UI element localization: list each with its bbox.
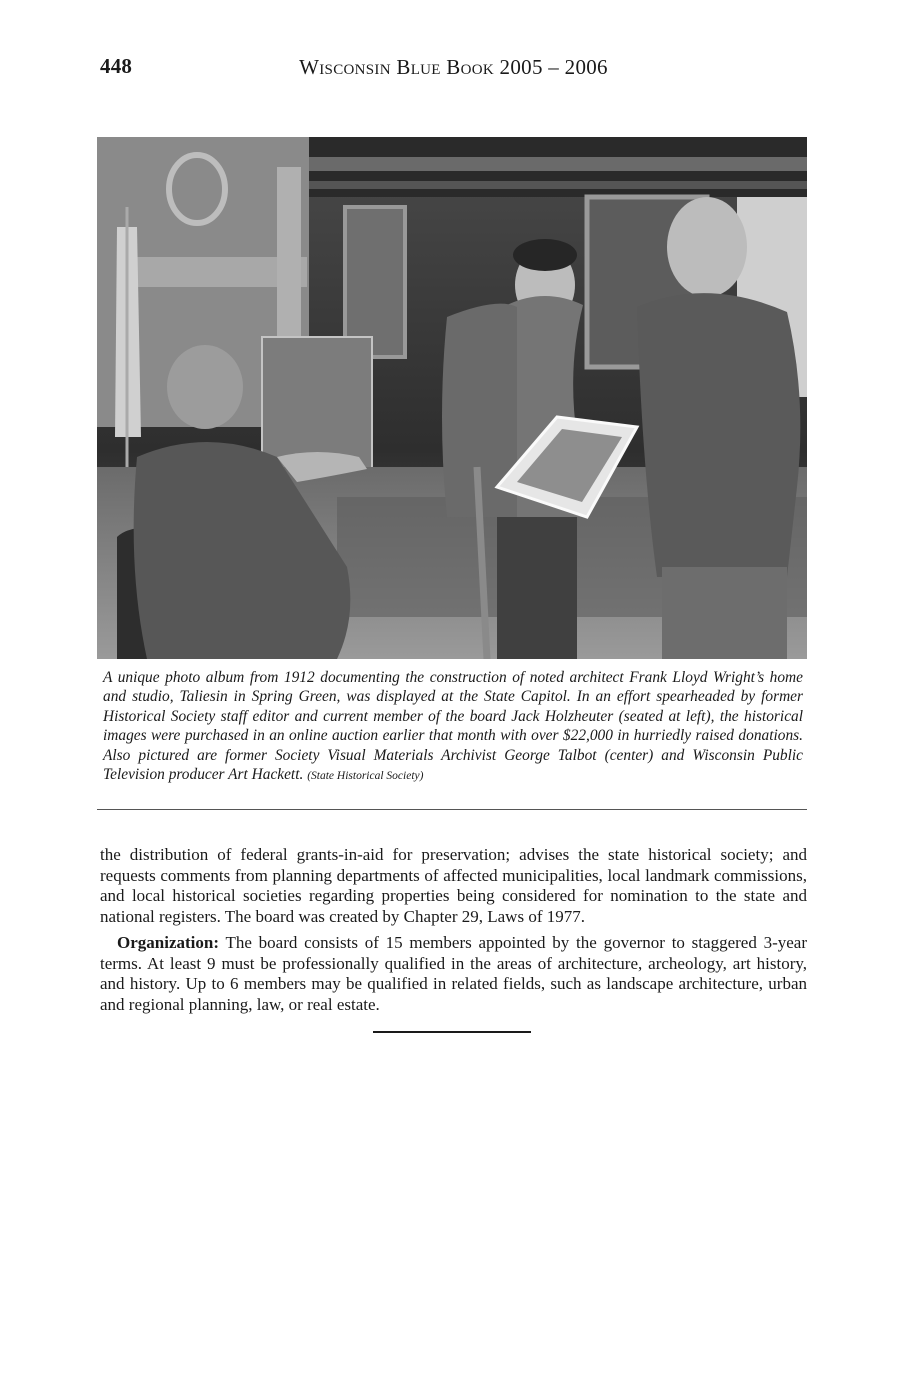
paragraph-organization — [100, 933, 807, 1015]
running-head: Wisconsin Blue Book 2005 – 2006 — [299, 55, 608, 79]
photograph — [97, 137, 807, 659]
run-in-heading: Organization: — [117, 933, 219, 952]
caption-divider — [97, 809, 807, 810]
body-text — [100, 845, 807, 1021]
paragraph-continuation: the distribution of federal grants-in-aid for preservation; advises the state historical society; and requests comments from planning departments of affected municipalities, local landmark commissions, and local historical societies regarding properties being considered for nomination to the state and national registers. The board was created by Chapter 29, Laws of 1977. — [100, 845, 807, 926]
caption-text: A unique photo album from 1912 documenting the construction of noted architect Frank Lloyd Wright’s home and studio, Taliesin in Spring Green, was displayed at the State Capitol. In an effort spearheaded by former Historical Society staff editor and current member of the board Jack Holzheuter (seated at left), the historical images were purchased in an online auction earlier that month with over $22,000 in hurriedly raised donations. Also pictured are former Society Visual Materials Archivist George Talbot (center) and Wisconsin Public Television producer Art Hackett. — [103, 669, 803, 784]
page-number: 448 — [100, 54, 133, 78]
photo-caption — [103, 668, 803, 786]
caption-credit: (State Historical Society) — [307, 770, 424, 783]
paragraph-organization-text: The board consists of 15 members appointed by the governor to staggered 3-year terms. At least 9 must be professionally qualified in the areas of architecture, archeology, art history, and history. Up to 6 members may be qualified in related fields, such as landscape architecture, urban and regional planning, law, or real estate. — [100, 933, 807, 1014]
section-end-rule — [373, 1031, 531, 1033]
